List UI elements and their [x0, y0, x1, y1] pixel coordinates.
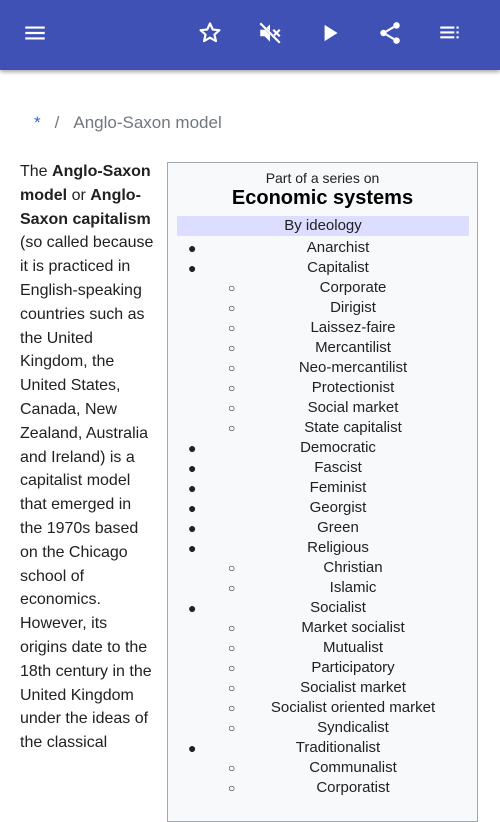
volume-off-icon — [257, 20, 283, 51]
ideology-list-item[interactable] — [168, 358, 477, 378]
circle-bullet-icon: ○ — [228, 661, 236, 675]
circle-bullet-icon: ○ — [228, 561, 236, 575]
ideology-link[interactable]: Democratic — [300, 439, 376, 456]
ideology-list-item[interactable] — [168, 758, 477, 778]
ideology-link[interactable]: Neo-mercantilist — [298, 359, 408, 376]
breadcrumb — [34, 113, 222, 133]
ideology-list-item[interactable] — [168, 638, 477, 658]
ideology-list-item[interactable] — [168, 478, 477, 498]
bullet-icon: ● — [188, 440, 197, 456]
ideology-list-item[interactable] — [168, 238, 477, 258]
ideology-link[interactable]: Market socialist — [301, 619, 405, 636]
play-icon — [317, 20, 343, 51]
infobox-pretitle: Part of a series on — [265, 170, 380, 186]
ideology-link[interactable]: Dirigist — [330, 299, 376, 316]
ideology-link[interactable]: Islamic — [329, 579, 377, 596]
circle-bullet-icon: ○ — [228, 621, 236, 635]
bookmark-button[interactable] — [186, 11, 234, 59]
breadcrumb-root-link[interactable]: * — [34, 113, 41, 132]
menu-icon — [22, 20, 48, 51]
circle-bullet-icon: ○ — [228, 781, 236, 795]
article-or: or — [67, 186, 91, 204]
bullet-icon: ● — [188, 500, 197, 516]
article-term-capitalism: Anglo-Saxon capitalism — [20, 186, 151, 228]
circle-bullet-icon: ○ — [228, 721, 236, 735]
infobox-title[interactable]: Economic systems — [231, 187, 414, 209]
circle-bullet-icon: ○ — [228, 681, 236, 695]
ideology-link[interactable]: Socialist oriented market — [270, 699, 436, 716]
circle-bullet-icon: ○ — [228, 321, 236, 335]
bullet-icon: ● — [188, 520, 197, 536]
ideology-link[interactable]: Social market — [307, 399, 399, 416]
app-bar — [0, 0, 500, 70]
ideology-list-item[interactable] — [168, 278, 477, 298]
ideology-link[interactable]: State capitalist — [304, 419, 402, 436]
bullet-icon: ● — [188, 260, 197, 276]
ideology-link[interactable]: Socialist market — [300, 679, 406, 696]
infobox-economic-systems — [167, 162, 478, 822]
ideology-list-item[interactable] — [168, 518, 477, 538]
circle-bullet-icon: ○ — [228, 641, 236, 655]
circle-bullet-icon: ○ — [228, 581, 236, 595]
contents-button[interactable] — [426, 11, 474, 59]
ideology-list-item[interactable] — [168, 538, 477, 558]
ideology-link[interactable]: Traditionalist — [295, 739, 381, 756]
ideology-link[interactable]: Laissez-faire — [310, 319, 396, 336]
circle-bullet-icon: ○ — [228, 421, 236, 435]
ideology-list-item[interactable] — [168, 338, 477, 358]
ideology-list-item[interactable] — [168, 618, 477, 638]
ideology-list-item[interactable] — [168, 398, 477, 418]
infobox-section-header[interactable]: By ideology — [177, 216, 469, 236]
ideology-link[interactable]: Christian — [323, 559, 383, 576]
ideology-list-item[interactable] — [168, 318, 477, 338]
ideology-link[interactable]: Feminist — [309, 479, 367, 496]
ideology-list-item[interactable] — [168, 718, 477, 738]
bullet-icon: ● — [188, 600, 197, 616]
circle-bullet-icon: ○ — [228, 761, 236, 775]
circle-bullet-icon: ○ — [228, 341, 236, 355]
ideology-link[interactable]: Anarchist — [306, 239, 370, 256]
ideology-link[interactable]: Corporatist — [316, 779, 390, 796]
ideology-link[interactable]: Mutualist — [322, 639, 384, 656]
ideology-list-item[interactable] — [168, 418, 477, 438]
article-body: (so called because it is practiced in English-speaking countries such as the United Kingdom, the United States, Canada, New Zealand, Australia and Ireland) is a capitalist model that emerged in the 1970s based on the Chicago school of economics. However, its origins date to the 18th century in the United Kingdom under the ideas of the classical — [20, 234, 154, 752]
ideology-link[interactable]: Socialist — [310, 599, 366, 616]
bullet-icon: ● — [188, 480, 197, 496]
bullet-icon: ● — [188, 460, 197, 476]
ideology-list-item[interactable] — [168, 298, 477, 318]
star-icon — [197, 20, 223, 51]
ideology-link[interactable]: Fascist — [314, 459, 362, 476]
ideology-link[interactable]: Participatory — [311, 659, 395, 676]
ideology-list-item[interactable] — [168, 458, 477, 478]
ideology-link[interactable]: Green — [317, 519, 359, 536]
circle-bullet-icon: ○ — [228, 361, 236, 375]
circle-bullet-icon: ○ — [228, 301, 236, 315]
ideology-link[interactable]: Mercantilist — [315, 339, 391, 356]
ideology-link[interactable]: Communalist — [309, 759, 397, 776]
breadcrumb-current: Anglo-Saxon model — [73, 113, 222, 132]
circle-bullet-icon: ○ — [228, 381, 236, 395]
bullet-icon: ● — [188, 240, 197, 256]
ideology-list-item[interactable] — [168, 498, 477, 518]
share-button[interactable] — [366, 11, 414, 59]
circle-bullet-icon: ○ — [228, 701, 236, 715]
toc-icon — [437, 20, 463, 51]
ideology-list-item[interactable] — [168, 558, 477, 578]
ideology-list-item[interactable] — [168, 658, 477, 678]
ideology-link[interactable]: Capitalist — [307, 259, 369, 276]
ideology-list-item[interactable] — [168, 738, 477, 758]
circle-bullet-icon: ○ — [228, 401, 236, 415]
ideology-list-item[interactable] — [168, 678, 477, 698]
play-button[interactable] — [306, 11, 354, 59]
breadcrumb-separator: / — [54, 113, 60, 132]
menu-button[interactable] — [11, 11, 59, 59]
ideology-list-item[interactable] — [168, 438, 477, 458]
ideology-list-item[interactable] — [168, 598, 477, 618]
article-intro: The — [20, 163, 53, 180]
article-paragraph — [20, 160, 156, 755]
circle-bullet-icon: ○ — [228, 281, 236, 295]
ideology-list-item[interactable] — [168, 578, 477, 598]
ideology-list — [168, 238, 477, 798]
ideology-list-item[interactable] — [168, 698, 477, 718]
article-term-model: Anglo-Saxon model — [20, 163, 151, 204]
ideology-link[interactable]: Religious — [307, 539, 369, 556]
ideology-link[interactable]: Georgist — [309, 499, 367, 516]
ideology-list-item[interactable] — [168, 258, 477, 278]
bullet-icon: ● — [188, 540, 197, 556]
ideology-list-item[interactable] — [168, 778, 477, 798]
ideology-link[interactable]: Protectionist — [311, 379, 395, 396]
ideology-link[interactable]: Corporate — [319, 279, 387, 296]
ideology-list-item[interactable] — [168, 378, 477, 398]
share-icon — [377, 20, 403, 51]
bullet-icon: ● — [188, 740, 197, 756]
mute-button[interactable] — [246, 11, 294, 59]
ideology-link[interactable]: Syndicalist — [317, 719, 389, 736]
